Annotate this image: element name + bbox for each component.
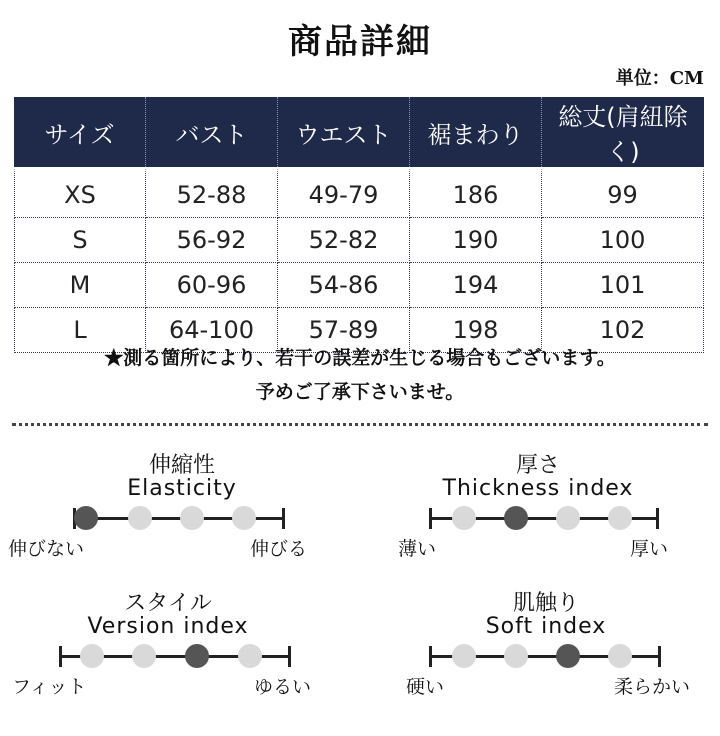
cell-size: L (14, 308, 146, 353)
gauge-cap-right (656, 508, 659, 529)
gauge-dot-active (556, 644, 580, 668)
cell-waist: 57-89 (278, 308, 410, 353)
unit-label: 単位：CM (615, 68, 704, 89)
cell-bust: 64-100 (146, 308, 278, 353)
gauge-dot (608, 506, 632, 530)
gauge-dot (556, 506, 580, 530)
gauge-dot (80, 644, 104, 668)
apology-note: 予めご了承下さいませ。 (255, 381, 465, 403)
gauge-title-jp: 伸縮性 (148, 453, 215, 478)
gauge-title-jp: 厚さ (515, 453, 560, 478)
gauge-dot-active (185, 644, 209, 668)
header-waist: ウエスト (278, 97, 410, 167)
elasticity-gauge (8, 448, 332, 598)
gauge-cap-right (658, 646, 661, 667)
section-divider (12, 423, 708, 426)
gauge-cap-left (429, 646, 432, 667)
header-bust: バスト (146, 97, 278, 167)
version-gauge (12, 586, 318, 736)
gauge-dot-active (74, 506, 98, 530)
cell-size: M (14, 263, 146, 308)
gauge-dot (132, 644, 156, 668)
gauge-cap-right (282, 508, 285, 529)
table-header-row (14, 97, 704, 167)
thickness-gauge (388, 448, 688, 598)
gauge-title-jp: スタイル (124, 591, 212, 616)
cell-waist: 52-82 (278, 218, 410, 263)
gauge-dot (504, 644, 528, 668)
gauge-label-high: ゆるい (254, 676, 312, 698)
gauge-title-jp: 肌触り (512, 591, 579, 616)
table-row (14, 218, 704, 263)
cell-hem: 198 (410, 308, 542, 353)
cell-bust: 60-96 (146, 263, 278, 308)
gauge-label-low: フィット (12, 676, 87, 698)
cell-length: 101 (542, 263, 704, 308)
cell-bust: 56-92 (146, 218, 278, 263)
header-length: 総丈(肩紐除く) (542, 97, 704, 167)
cell-size: S (14, 218, 146, 263)
gauge-dot (608, 644, 632, 668)
gauge-cap-left (59, 646, 62, 667)
gauge-dot (128, 506, 152, 530)
gauge-title-en: Elasticity (127, 476, 237, 501)
measurement-note: ★測る箇所により、若干の誤差が生じる場合もございます。 (104, 347, 616, 369)
gauge-dot (452, 506, 476, 530)
gauge-dot (180, 506, 204, 530)
gauge-title-en: Thickness index (442, 476, 634, 501)
cell-waist: 54-86 (278, 263, 410, 308)
header-size: サイズ (14, 97, 146, 167)
cell-hem: 186 (410, 167, 542, 218)
cell-bust: 52-88 (146, 167, 278, 218)
gauge-dot (452, 644, 476, 668)
table-row (14, 263, 704, 308)
gauge-title-en: Soft index (485, 614, 607, 639)
cell-length: 99 (542, 167, 704, 218)
page-title: 商品詳細 (288, 22, 432, 62)
gauge-cap-right (288, 646, 291, 667)
gauge-cap-left (429, 508, 432, 529)
gauge-dot-active (504, 506, 528, 530)
gauge-label-low: 硬い (406, 676, 445, 698)
cell-hem: 194 (410, 263, 542, 308)
cell-length: 100 (542, 218, 704, 263)
header-hem: 裾まわり (410, 97, 542, 167)
cell-waist: 49-79 (278, 167, 410, 218)
size-table (14, 97, 704, 353)
table-row (14, 167, 704, 218)
gauge-dot (232, 506, 256, 530)
gauge-label-low: 薄い (398, 538, 437, 560)
cell-hem: 190 (410, 218, 542, 263)
gauge-label-high: 厚い (630, 538, 669, 560)
soft-gauge (396, 586, 696, 736)
cell-length: 102 (542, 308, 704, 353)
gauge-title-en: Version index (87, 614, 249, 639)
cell-size: XS (14, 167, 146, 218)
gauge-dot (238, 644, 262, 668)
gauge-label-high: 伸びる (250, 538, 308, 560)
gauge-label-high: 柔らかい (614, 676, 691, 698)
gauge-label-low: 伸びない (8, 538, 85, 560)
